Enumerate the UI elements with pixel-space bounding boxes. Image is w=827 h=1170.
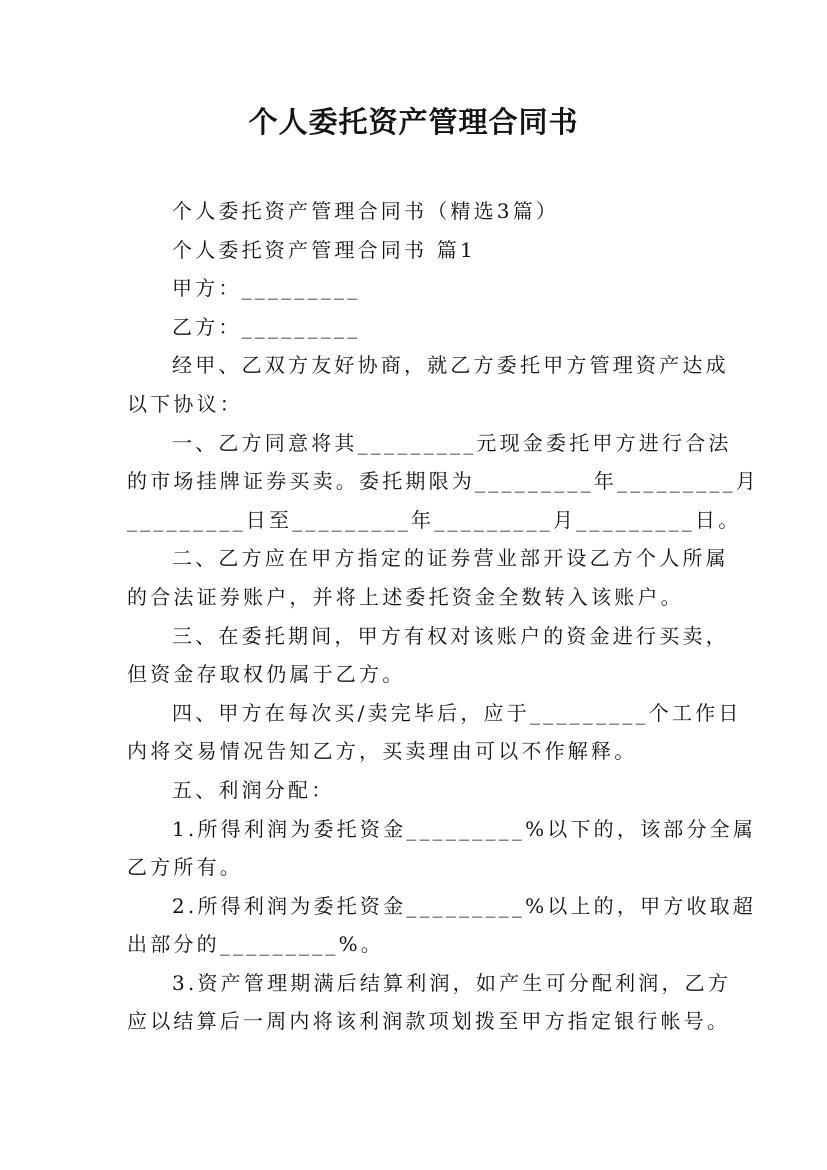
text-line: 以下协议：	[127, 391, 243, 416]
text-line: 出部分的_________%。	[127, 932, 385, 957]
text-line: 3.资产管理期满后结算利润，如产生可分配利润，乙方	[172, 970, 732, 995]
text-line: 乙方所有。	[127, 855, 243, 880]
text-line: 五、利润分配：	[172, 777, 335, 802]
text-line: 1.所得利润为委托资金_________%以下的，该部分全属	[172, 816, 757, 841]
document-body	[127, 192, 759, 1041]
text-line: 四、甲方在每次买/卖完毕后，应于_________个工作日	[172, 700, 742, 725]
text-line: 个人委托资产管理合同书 篇1	[172, 237, 476, 262]
document-title: 个人委托资产管理合同书	[248, 105, 579, 139]
text-line: 三、在委托期间，甲方有权对该账户的资金进行买卖，	[172, 623, 729, 648]
text-line: 内将交易情况告知乙方，买卖理由可以不作解释。	[127, 739, 638, 764]
text-line: 二、乙方应在甲方指定的证券营业部开设乙方个人所属	[172, 546, 729, 571]
text-line: 2.所得利润为委托资金_________%以上的，甲方收取超	[172, 893, 757, 918]
text-line: 的市场挂牌证券买卖。委托期限为_________年_________月	[127, 469, 759, 494]
text-line: 但资金存取权仍属于乙方。	[127, 662, 406, 687]
text-line: 乙方：_________	[172, 314, 361, 339]
text-line: 经甲、乙双方友好协商，就乙方委托甲方管理资产达成	[172, 353, 729, 378]
text-line: 个人委托资产管理合同书（精选3篇）	[172, 199, 560, 223]
text-line: 甲方：_________	[172, 276, 361, 301]
text-line: 应以结算后一周内将该利润款项划拨至甲方指定银行帐号。	[127, 1009, 731, 1034]
text-line: 的合法证券账户，并将上述委托资金全数转入该账户。	[127, 584, 684, 609]
text-line: _________日至_________年_________月_________日。	[127, 507, 742, 532]
text-line: 一、乙方同意将其_________元现金委托甲方进行合法	[172, 430, 732, 455]
